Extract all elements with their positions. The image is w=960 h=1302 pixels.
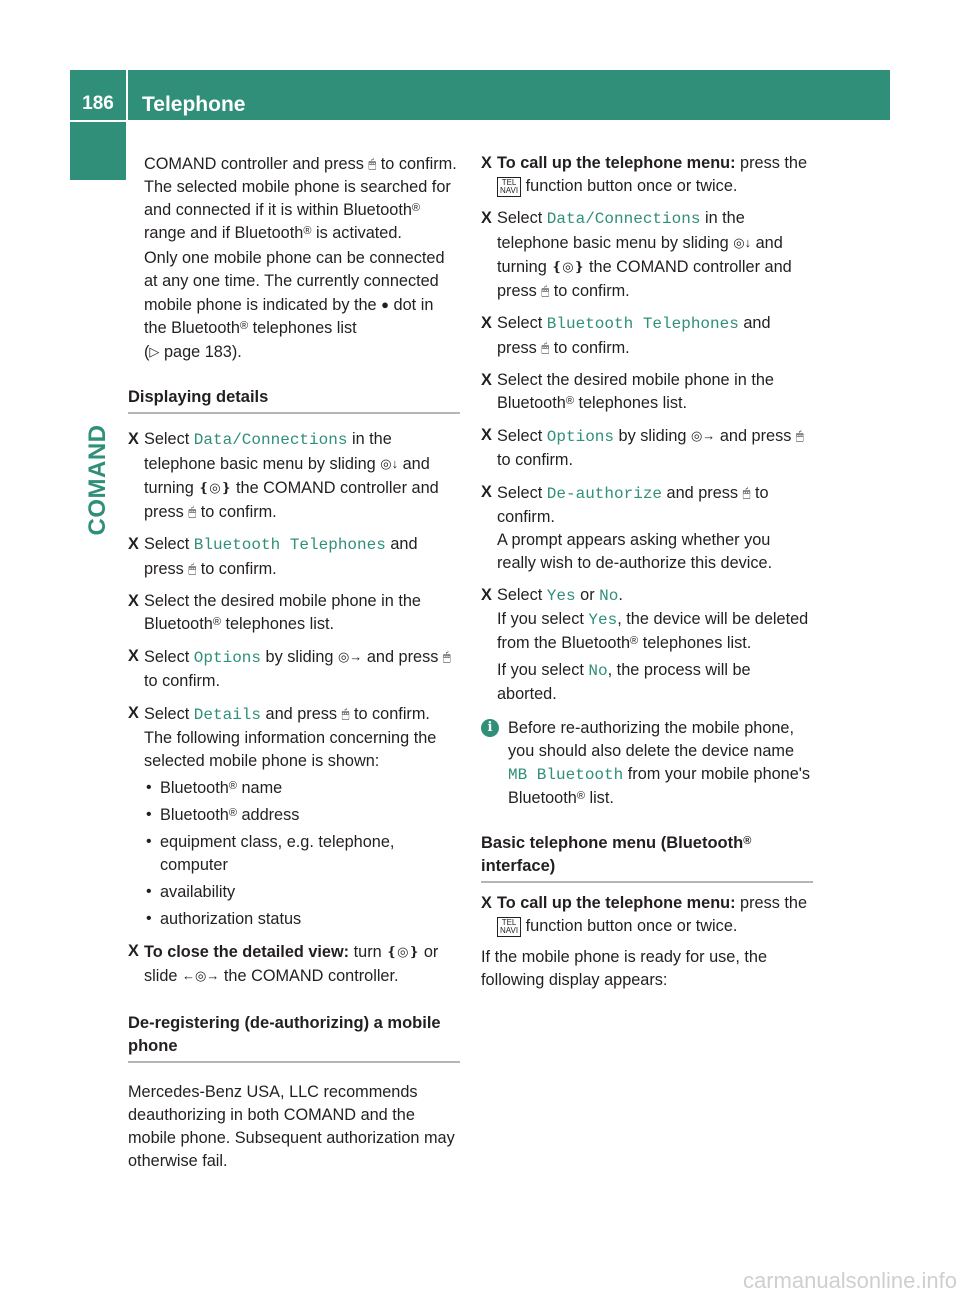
intro-paragraph-3: Only one mobile phone can be connected at any one time. The currently connected mobile phone is indicated by the ● dot in the Bluetooth® telephones list (▷ page 183). [144,249,445,361]
step-arrow-icon: X [128,430,139,448]
slide-right-icon: ◎→ [690,428,716,443]
slide-right-icon: ◎→ [337,649,363,664]
press-icon: 🖱 [368,156,377,171]
step-item: X Select Yes or No. If you select Yes, the device will be deleted from the Bluetooth® telephones list. If you select No, the process will be aborted. [481,584,813,706]
step-item: X Select Data/Connections in the telephone basic menu by sliding ◎↓ and turning ❴◎❵ the COMAND controller and press 🖱 to confirm. [128,430,439,521]
turn-icon: ❴◎❵ [198,480,232,495]
bullet-icon: • [146,910,152,927]
option-yes: Yes [588,611,618,629]
tel-navi-button-icon: TEL NAVI [497,917,521,937]
intro-paragraph-1: COMAND controller and press 🖱 to confirm. [144,152,460,176]
menu-item-data-connections: Data/Connections [193,431,348,449]
step-item: X Select Details and press 🖱 to confirm. The following information concerning the selected mobile phone is shown: • Bluetooth® name • Bluetooth® address • equipment class, e.g. telephone, computer • availability • authorization status [128,702,460,931]
step-arrow-icon: X [481,894,492,912]
step-item: X To close the detailed view: turn ❴◎❵ or slide ←◎→ the COMAND controller. [128,942,439,985]
connected-dot-icon: ● [381,297,390,312]
step-item: X To call up the telephone menu: press the TEL NAVI function button once or twice. [481,894,808,935]
basic-menu-block [481,892,813,992]
step-arrow-icon: X [128,592,139,610]
page-number: 186 [82,93,114,114]
step-item: X Select Options by sliding ◎→ and press 🖱 to confirm. [481,426,804,469]
side-tab-marker [70,122,126,180]
section-heading-basic-telephone-menu: Basic telephone menu (Bluetooth® interface) [481,832,813,883]
press-icon: 🖱 [341,706,350,721]
bullet-icon: • [146,833,152,850]
step-arrow-icon: X [481,314,492,332]
step-arrow-icon: X [128,704,139,722]
slide-down-icon: ◎↓ [733,235,752,250]
step-arrow-icon: X [481,586,492,604]
step-arrow-icon: X [481,426,492,444]
option-yes: Yes [546,587,576,605]
page-title: Telephone [142,93,246,116]
list-item: • authorization status [144,908,460,931]
press-icon: 🖱 [541,283,550,298]
press-icon: 🖱 [742,485,751,500]
step-item: X Select Bluetooth Telephones and press 🖱 to confirm. [481,314,771,357]
info-icon: i [481,719,499,737]
page-reference-icon: ▷ [149,344,160,359]
menu-item-bluetooth-telephones: Bluetooth Telephones [193,536,386,554]
page-reference-link[interactable]: page 183). [163,343,242,361]
tel-navi-button-icon: TEL NAVI [497,177,521,197]
menu-item-options: Options [193,649,262,667]
step-arrow-icon: X [481,209,492,227]
right-column [481,152,813,992]
step-arrow-icon: X [128,942,139,960]
list-item: • availability [144,881,460,904]
step-arrow-icon: X [481,483,492,501]
de-registering-paragraph: Mercedes-Benz USA, LLC recommends deauthorizing in both COMAND and the mobile phone. Subsequent authorization may otherwise fail. [128,1083,455,1170]
side-tab-label: COMAND [84,424,111,536]
press-icon: 🖱 [541,340,550,355]
press-icon: 🖱 [795,428,804,443]
option-no: No [588,662,608,680]
menu-item-options: Options [546,428,615,446]
press-icon: 🖱 [188,504,197,519]
step-arrow-icon: X [128,647,139,665]
step-item: X Select Data/Connections in the telephone basic menu by sliding ◎↓ and turning ❴◎❵ the COMAND controller and press 🖱 to confirm. [481,209,792,300]
menu-item-de-authorize: De-authorize [546,485,663,503]
bullet-icon: • [146,806,152,823]
step-item: X Select De-authorize and press 🖱 to confirm. A prompt appears asking whether you really wish to de-authorize this device. [481,483,773,572]
bullet-icon: • [146,779,152,796]
menu-item-bluetooth-telephones: Bluetooth Telephones [546,315,739,333]
list-item: • Bluetooth® address [144,804,460,827]
bullet-icon: • [146,883,152,900]
step-item: X To call up the telephone menu: press the TEL NAVI function button once or twice. [481,154,808,195]
press-icon: 🖱 [442,649,451,664]
intro-block [128,152,460,364]
slide-left-right-icon: ←◎→ [182,968,220,983]
header-divider [126,70,128,120]
list-item: • Bluetooth® name [144,777,460,800]
left-column [128,152,460,1173]
option-no: No [599,587,619,605]
intro-paragraph-2: The selected mobile phone is searched for and connected if it is within Bluetooth® range and if Bluetooth® is activated. [144,178,451,242]
slide-down-icon: ◎↓ [380,456,399,471]
abort-note: If you select No, the process will be aborted. [497,661,751,703]
step-item: X Select the desired mobile phone in the Bluetooth® telephones list. [481,371,774,412]
device-name-mb-bluetooth: MB Bluetooth [508,766,624,784]
step-arrow-icon: X [481,371,492,389]
press-icon: 🖱 [188,561,197,576]
basic-menu-paragraph: If the mobile phone is ready for use, the following display appears: [481,948,767,989]
section-heading-displaying-details: Displaying details [128,386,460,414]
details-steps [128,428,460,988]
step-item: X Select Bluetooth Telephones and press 🖱 to confirm. [128,535,418,578]
turn-icon: ❴◎❵ [386,944,420,959]
step-item: X Select Options by sliding ◎→ and press 🖱 to confirm. [128,647,451,690]
menu-item-details: Details [193,706,262,724]
turn-icon: ❴◎❵ [551,259,585,274]
info-note: i Before re-authorizing the mobile phone, you should also delete the device name MB Bluetooth from your mobile phone's Bluetooth® list. [481,717,813,810]
watermark: carmanualsonline.info [742,1268,957,1293]
section-heading-de-registering: De-registering (de-authorizing) a mobile phone [128,1012,460,1063]
page-header [70,70,890,120]
list-item: • equipment class, e.g. telephone, computer [144,831,460,877]
menu-item-data-connections: Data/Connections [546,210,701,228]
step-arrow-icon: X [481,154,492,172]
step-item: X Select the desired mobile phone in the Bluetooth® telephones list. [128,592,421,633]
step-arrow-icon: X [128,535,139,553]
